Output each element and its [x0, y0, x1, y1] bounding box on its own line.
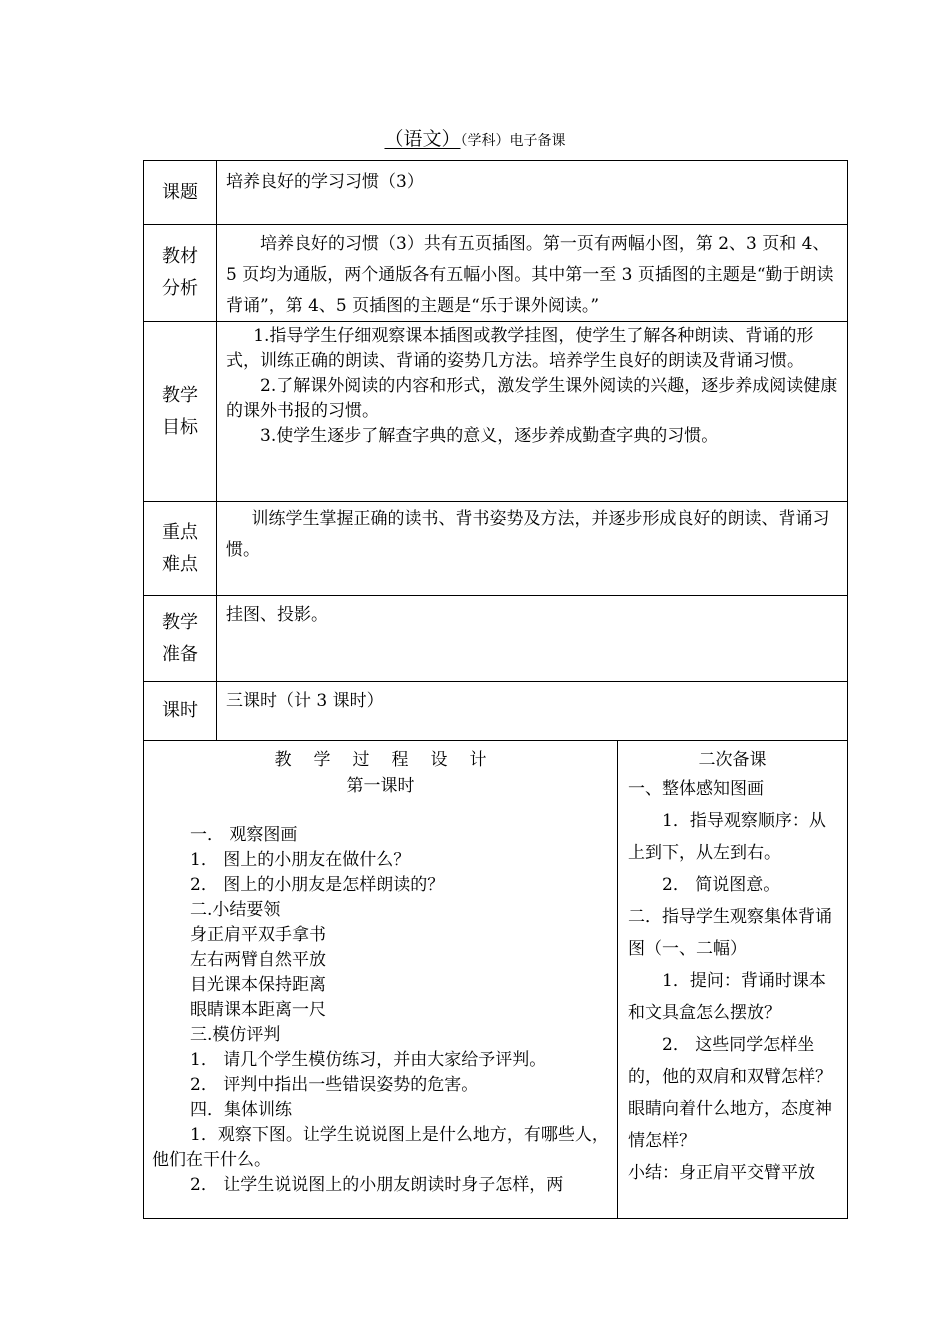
label-analysis: 教材 分析 — [144, 225, 217, 321]
process-line: 四．集体训练 — [190, 1100, 292, 1120]
label-topic: 课题 — [144, 161, 217, 224]
page-title — [0, 124, 950, 151]
process-line: 二.小结要领 — [190, 900, 281, 920]
goal-item: 1.指导学生仔细观察课本插图或教学挂图，使学生了解各种朗读、背诵的形式，训练正确的朗读、背诵的姿势几方法。培养学生良好的朗读及背诵习惯。 — [226, 326, 814, 371]
secondary-line: 2． 简说图意。 — [662, 875, 781, 895]
analysis-text: 培养良好的习惯（3）共有五页插图。第一页有两幅小图，第 2、3 页和 4、5 页均为通版，两个通版各有五幅小图。其中第一至 3 页插图的主题是“勤于朗读背诵”，第 4、5 页插图的主题是“乐于课外阅读。” — [226, 234, 834, 316]
subject-name: （语文） — [384, 128, 461, 150]
secondary-prep-column — [618, 741, 847, 1218]
process-line: 1．观察下图。让学生说说图上是什么地方，有哪些人，他们在干什么。 — [152, 1125, 609, 1170]
process-line: 2． 图上的小朋友是怎样朗读的？ — [190, 875, 445, 895]
process-line: 眼睛课本距离一尺 — [190, 1000, 326, 1020]
process-line: 1． 请几个学生模仿练习，并由大家给予评判。 — [190, 1050, 547, 1070]
secondary-line: 一、整体感知图画 — [628, 779, 764, 799]
process-line: 2． 让学生说说图上的小朋友朗读时身子怎样，两 — [190, 1175, 564, 1195]
label-goals: 教学 目标 — [144, 322, 217, 501]
secondary-line: 1．提问：背诵时课本和文具盒怎么摆放？ — [628, 971, 826, 1023]
goal-item: 3.使学生逐步了解查字典的意义，逐步养成勤查字典的习惯。 — [260, 426, 719, 446]
row-periods — [144, 682, 847, 741]
process-title: 教学过程设计 — [274, 750, 509, 770]
secondary-line: 1．指导观察顺序：从上到下，从左到右。 — [628, 811, 826, 863]
key-points-text: 训练学生掌握正确的读书、背书姿势及方法，并逐步形成良好的朗读、背诵习惯。 — [226, 509, 830, 560]
process-line: 一． 观察图画 — [190, 825, 298, 845]
row-analysis — [144, 225, 847, 322]
secondary-line: 小结：身正肩平交臂平放 — [628, 1163, 815, 1183]
lesson-plan-table — [143, 160, 848, 1219]
goals-list — [226, 324, 839, 449]
periods-text: 三课时（计 3 课时） — [226, 691, 384, 711]
label-preparation: 教学 准备 — [144, 596, 217, 681]
process-line: 身正肩平双手拿书 — [190, 925, 326, 945]
goal-item: 2.了解课外阅读的内容和形式，激发学生课外阅读的兴趣，逐步养成阅读健康的课外书报的习惯。 — [226, 376, 838, 421]
lesson-title: 第一课时 — [346, 776, 415, 796]
row-topic — [144, 161, 847, 225]
row-goals — [144, 322, 847, 502]
label-periods: 课时 — [144, 682, 217, 740]
row-preparation — [144, 596, 847, 682]
secondary-line: 2． 这些同学怎样坐的，他的双肩和双臂怎样？眼睛向着什么地方，态度神情怎样？ — [628, 1035, 832, 1151]
process-line: 左右两臂自然平放 — [190, 950, 326, 970]
teaching-process-column — [144, 741, 618, 1218]
secondary-line: 二．指导学生观察集体背诵图（一、二幅） — [628, 907, 832, 959]
process-line: 1． 图上的小朋友在做什么？ — [190, 850, 411, 870]
process-steps — [144, 823, 617, 1198]
process-line: 2． 评判中指出一些错误姿势的危害。 — [190, 1075, 479, 1095]
process-section — [144, 741, 847, 1218]
topic-text: 培养良好的学习习惯（3） — [226, 172, 424, 192]
process-line: 目光课本保持距离 — [190, 975, 326, 995]
secondary-notes — [618, 773, 847, 1189]
row-key-points — [144, 502, 847, 596]
label-key-points: 重点 难点 — [144, 502, 217, 595]
process-line: 三.模仿评判 — [190, 1025, 281, 1045]
title-suffix: （学科）电子备课 — [460, 133, 566, 149]
secondary-title: 二次备课 — [698, 750, 767, 770]
preparation-text: 挂图、投影。 — [226, 605, 328, 625]
